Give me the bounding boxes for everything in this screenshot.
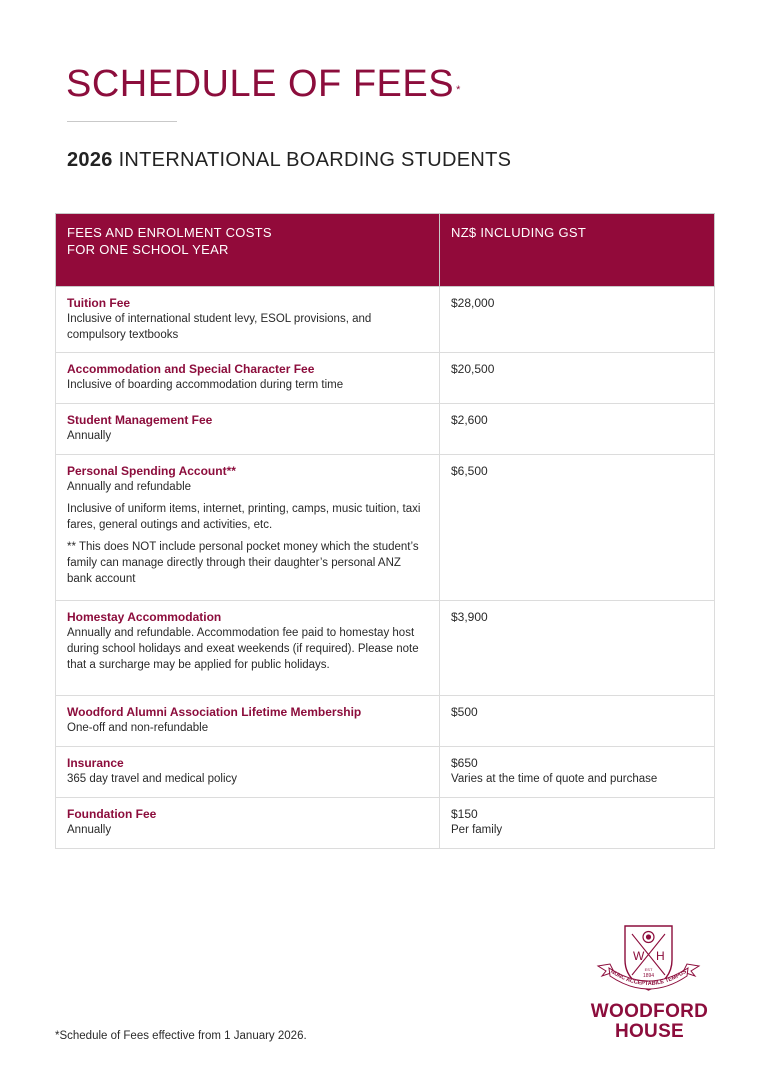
amount-cell — [440, 601, 715, 696]
fee-name: Student Management Fee — [67, 413, 213, 427]
fee-cell — [56, 455, 440, 601]
subtitle-year: 2026 — [67, 149, 113, 171]
fees-table — [55, 213, 715, 849]
column-header-fees-line1: FEES AND ENROLMENT COSTS — [67, 225, 272, 240]
crest-icon — [582, 920, 717, 1002]
fee-cell — [56, 601, 440, 696]
fee-amount: $150 — [451, 807, 478, 821]
fee-name: Personal Spending Account** — [67, 464, 236, 478]
page-title — [66, 62, 461, 106]
amount-cell — [440, 696, 715, 747]
fee-name: Homestay Accommodation — [67, 610, 222, 624]
fee-description: Annually and refundable. Accommodation fee paid to homestay host during school holidays and exeat weekends (if required). Please note that a surcharge may be applied for public holidays. — [67, 627, 419, 671]
fee-description: 365 day travel and medical policy — [67, 773, 238, 785]
table-row — [56, 798, 715, 849]
fee-amount: $650 — [451, 756, 478, 770]
table-header-row — [56, 214, 715, 287]
fee-description: One-off and non-refundable — [67, 722, 209, 734]
fee-cell — [56, 696, 440, 747]
fee-name: Foundation Fee — [67, 807, 157, 821]
amount-cell — [440, 287, 715, 353]
table-row — [56, 455, 715, 601]
title-footnote-mark: * — [456, 84, 461, 96]
fee-name: Tuition Fee — [67, 296, 131, 310]
fee-name: Accommodation and Special Character Fee — [67, 362, 315, 376]
fee-inclusions: Inclusive of uniform items, internet, printing, camps, music tuition, taxi fares, general outings and activities, etc. — [67, 503, 421, 531]
fee-name: Woodford Alumni Association Lifetime Membership — [67, 705, 362, 719]
fee-amount: $2,600 — [451, 413, 488, 427]
column-header-fees — [56, 214, 440, 287]
amount-cell — [440, 404, 715, 455]
page-title-text: SCHEDULE OF FEES — [66, 63, 455, 105]
fee-amount: $28,000 — [451, 296, 495, 310]
crest-letter-w: W — [633, 949, 645, 963]
amount-cell — [440, 747, 715, 798]
fee-amount-note: Varies at the time of quote and purchase — [451, 773, 658, 785]
school-name-line1: WOODFORD — [590, 1001, 709, 1022]
fee-cell — [56, 353, 440, 404]
table-row — [56, 601, 715, 696]
column-header-fees-line2: FOR ONE SCHOOL YEAR — [67, 242, 229, 257]
school-name — [582, 1002, 717, 1042]
column-header-amount: NZ$ INCLUDING GST — [440, 214, 715, 287]
subtitle-text: INTERNATIONAL BOARDING STUDENTS — [118, 149, 512, 171]
fee-cell — [56, 287, 440, 353]
fee-amount: $500 — [451, 705, 478, 719]
table-row — [56, 287, 715, 353]
page-subtitle — [67, 147, 511, 173]
fee-amount: $3,900 — [451, 610, 488, 624]
fee-amount: $20,500 — [451, 362, 495, 376]
fee-description: Annually and refundable — [67, 481, 192, 493]
table-row — [56, 747, 715, 798]
crest-year: 1894 — [642, 973, 655, 979]
school-logo — [582, 920, 717, 1045]
crest-letter-h: H — [656, 949, 665, 963]
school-name-line2: HOUSE — [614, 1021, 685, 1042]
fee-footnote: ** This does NOT include personal pocket money which the student’s family can manage directly through their daughter’s personal ANZ bank account — [67, 541, 419, 585]
table-row — [56, 696, 715, 747]
fee-description: Inclusive of international student levy, ESOL provisions, and compulsory textbooks — [67, 313, 372, 341]
fee-cell — [56, 747, 440, 798]
effective-date-footnote: *Schedule of Fees effective from 1 January 2026. — [55, 1030, 307, 1042]
amount-cell — [440, 798, 715, 849]
amount-cell — [440, 455, 715, 601]
fee-name: Insurance — [67, 756, 124, 770]
fee-description: Inclusive of boarding accommodation during term time — [67, 379, 344, 391]
crest-motto: NUNC ACCEPTABILE TEMPUS — [609, 968, 688, 988]
fee-cell — [56, 404, 440, 455]
amount-cell — [440, 353, 715, 404]
fee-amount-note: Per family — [451, 824, 503, 836]
fee-description: Annually — [67, 824, 112, 836]
title-divider — [67, 121, 177, 122]
table-row — [56, 404, 715, 455]
fee-cell — [56, 798, 440, 849]
fee-description: Annually — [67, 430, 112, 442]
crest-est: EST — [644, 967, 653, 972]
table-row — [56, 353, 715, 404]
fee-amount: $6,500 — [451, 464, 488, 478]
